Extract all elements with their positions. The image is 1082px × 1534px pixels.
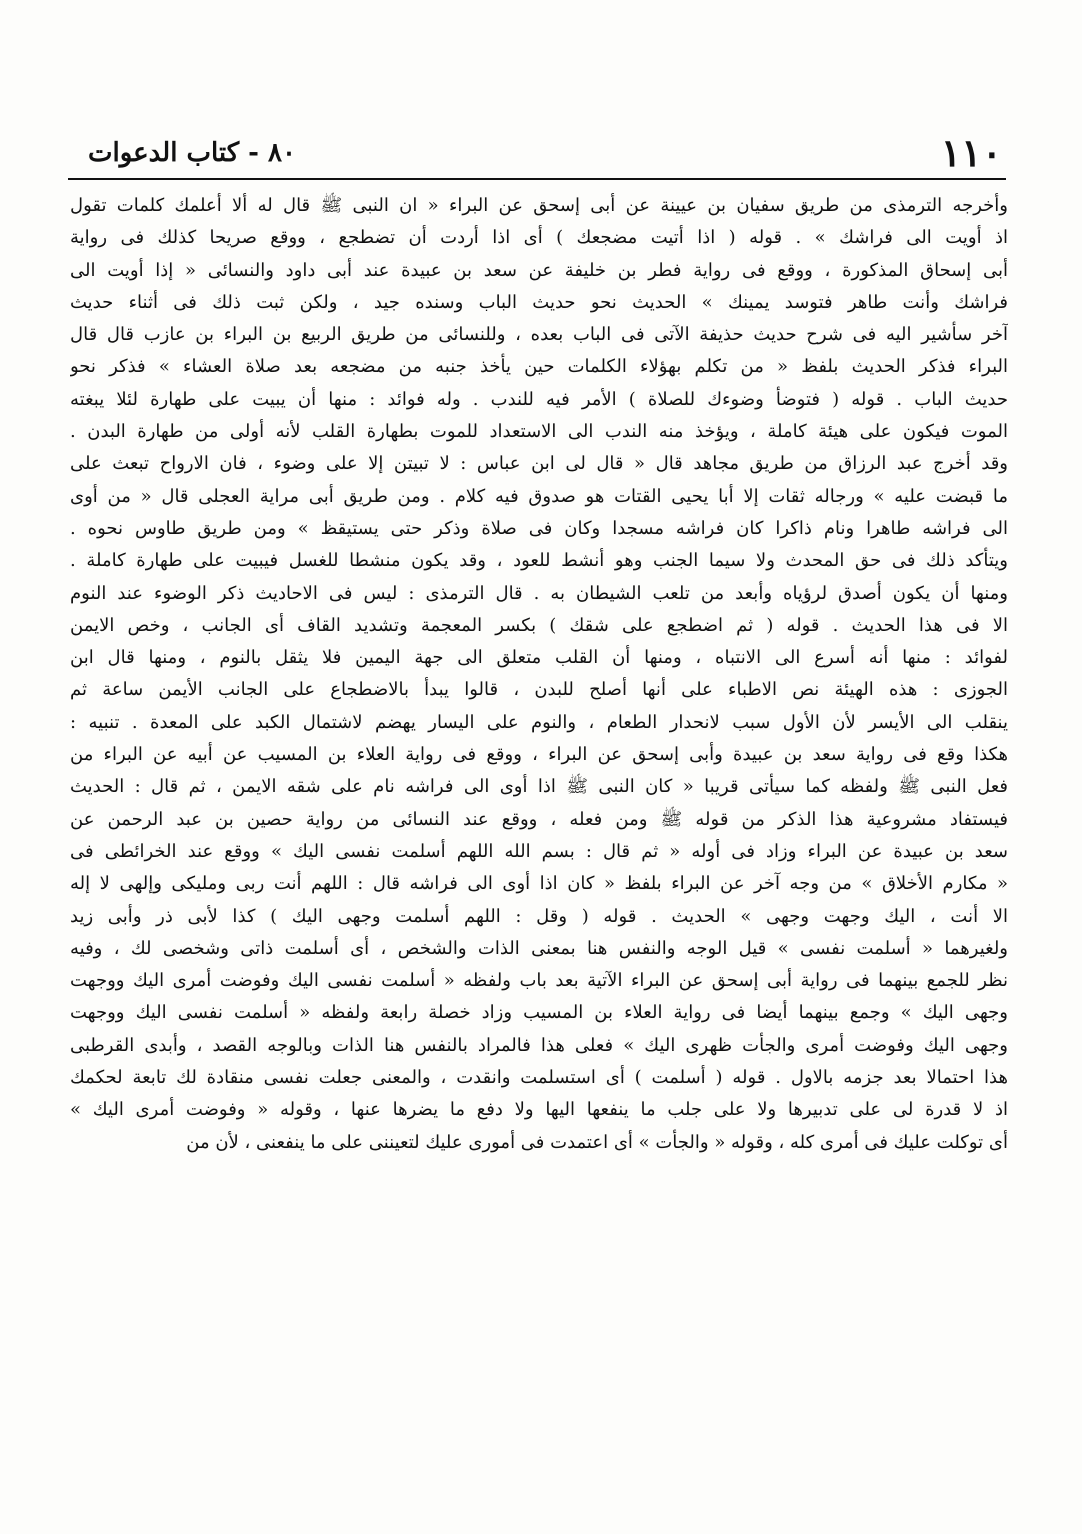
body-text: [70, 190, 1008, 1159]
text-line: اذ لا قدرة لى على تدبيرها ولا على جلب ما ينفعها اليها ولا دفع ما يضرها عنها ، وقوله « وفوضت أمرى اليك »: [70, 1099, 1008, 1121]
text-line: الى فراشه طاهرا ونام ذاكرا كان فراشه مسجدا وكان فى صلاة وذكر حتى يستيقظ » ومن طريق طاوس نحوه .: [70, 517, 1008, 539]
text-line: ويتأكد ذلك فى حق المحدث ولا سيما الجنب وهو أنشط للعود ، وقد يكون منشطا للغسل فيبيت على طهارة كاملة .: [70, 550, 1008, 572]
text-line: فراشك وأنت طاهر فتوسد يمينك » الحديث نحو حديث الباب وسنده جيد ، ولكن ثبت ذلك فى أثناء حديث: [70, 291, 1008, 313]
text-line: اذ أويت الى فراشك » . قوله ( اذا أتيت مضجعك ) أى اذا أردت أن تضطجع ، ووقع صريحا كذلك فى رواية: [70, 227, 1008, 249]
text-line: نظر للجمع بينهما فى رواية أبى إسحق عن البراء الآتية بعد باب ولفظه « أسلمت نفسى اليك وفوضت أمرى اليك ووجهت: [70, 970, 1008, 992]
text-line: « مكارم الأخلاق » من وجه آخر عن البراء بلفظ « كان اذا أوى الى فراشه قال : اللهم أنت ربى ومليكى وإلهى لا إله: [70, 873, 1008, 895]
text-line: وجهى اليك » وجمع بينهما أيضا فى رواية العلاء بن المسيب وزاد خصلة رابعة ولفظه « أسلمت نفسى اليك ووجهت: [70, 1002, 1008, 1024]
text-line: فيستفاد مشروعية هذا الذكر من قوله ﷺ ومن فعله ، ووقع عند النسائى من رواية حصين بن عبد الرحمن عن: [70, 808, 1008, 830]
header-rule: [68, 178, 1006, 180]
text-line: وقد أخرج عبد الرزاق من طريق مجاهد قال « قال لى ابن عباس : لا تبيتن إلا على وضوء ، فان الارواح تبعث على: [70, 453, 1008, 475]
page-number: ١١٠: [940, 130, 1002, 175]
text-line: سعد بن عبيدة عن البراء وزاد فى أوله « ثم قال : بسم الله اللهم أسلمت نفسى اليك » ووقع عند الخرائطى فى: [70, 840, 1008, 862]
text-line: ومنها أن يكون أصدق لرؤياه وأبعد من تلعب الشيطان به . قال الترمذى : ليس فى الاحاديث ذكر الوضوء عند النوم: [70, 582, 1008, 604]
text-line: آخر سأشير اليه فى شرح حديث حذيفة الآتى فى الباب بعده ، وللنسائى من طريق الربيع بن البراء بن عازب قال قال: [70, 324, 1008, 346]
text-line: الجوزى : هذه الهيئة نص الاطباء على أنها أصلح للبدن ، قالوا يبدأ بالاضطجاع على الجانب الأيمن ساعة ثم: [70, 679, 1008, 701]
text-line: ولغيرهما « أسلمت نفسى » قيل الوجه والنفس هنا بمعنى الذات والشخص ، أى أسلمت ذاتى وشخصى لك ، وفيه: [70, 937, 1008, 959]
page-header: [70, 130, 1002, 176]
text-line: ينقلب الى الأيسر لأن الأول سبب لانحدار الطعام ، والنوم على اليسار يهضم لاشتمال الكبد على المعدة . تنبيه :: [70, 711, 1008, 733]
text-line: أبى إسحاق المذكورة ، ووقع فى رواية فطر بن خليفة عن سعد بن عبيدة عند أبى داود والنسائى « إذا أويت الى: [70, 259, 1008, 281]
text-line: هذا احتمالا بعد جزمه بالاول . قوله ( أسلمت ) أى استسلمت وانقدت ، والمعنى جعلت نفسى منقادة لك تابعة لحكمك: [70, 1067, 1008, 1089]
text-line: حديث الباب . قوله ( فتوضأ وضوءك للصلاة ) الأمر فيه للندب . وله فوائد : منها أن يبيت على طهارة لئلا يبغته: [70, 388, 1008, 410]
text-line: وجهى اليك وفوضت أمرى والجأت ظهرى اليك » فعلى هذا فالمراد بالنفس هنا الذات وبالوجه القصد ، وأبدى القرطبى: [70, 1034, 1008, 1056]
text-line: الا أنت ، اليك وجهت وجهى » الحديث . قوله ( وقل : اللهم أسلمت وجهى اليك ) كذا لأبى ذر وأبى زيد: [70, 905, 1008, 927]
text-line: فعل النبى ﷺ ولفظه كما سيأتى قريبا « كان النبى ﷺ اذا أوى الى فراشه نام على شقه الايمن ، ثم قال : الحديث: [70, 776, 1008, 798]
text-line: الا فى هذا الحديث . قوله ( ثم اضطجع على شقك ) بكسر المعجمة وتشديد القاف أى الجانب ، وخص الايمن: [70, 614, 1008, 636]
text-line: ما قبضت عليه » ورجاله ثقات إلا أبا يحيى القتات هو صدوق فيه كلام . ومن طريق أبى مراية العجلى قال « من أوى: [70, 485, 1008, 507]
text-line: الموت فيكون على هيئة كاملة ، ويؤخذ منه الندب الى الاستعداد للموت بطهارة القلب لأنه أولى من طهارة البدن .: [70, 421, 1008, 443]
text-line: البراء فذكر الحديث بلفظ « من تكلم بهؤلاء الكلمات حين يأخذ جنبه من مضجعه بعد صلاة العشاء » فذكر نحو: [70, 356, 1008, 378]
text-line: أى توكلت عليك فى أمرى كله ، وقوله « والجأت » أى اعتمدت فى أمورى عليك لتعيننى على ما ينفعنى ، لأن من: [186, 1131, 1008, 1153]
text-line: هكذا وقع فى رواية سعد بن عبيدة وأبى إسحق عن البراء ، ووقع فى رواية العلاء بن المسيب عن أبيه عن البراء من: [70, 744, 1008, 766]
text-line: وأخرجه الترمذى من طريق سفيان بن عيينة عن أبى إسحق عن البراء « ان النبى ﷺ قال له ألا أعلمك كلمات تقول: [70, 195, 1008, 216]
text-line: لفوائد : منها أنه أسرع الى الانتباه ، ومنها أن القلب متعلق الى جهة اليمين فلا يثقل بالنوم ، ومنها قال ابن: [70, 647, 1008, 669]
chapter-title: ٨٠ - كتاب الدعوات: [88, 138, 296, 168]
